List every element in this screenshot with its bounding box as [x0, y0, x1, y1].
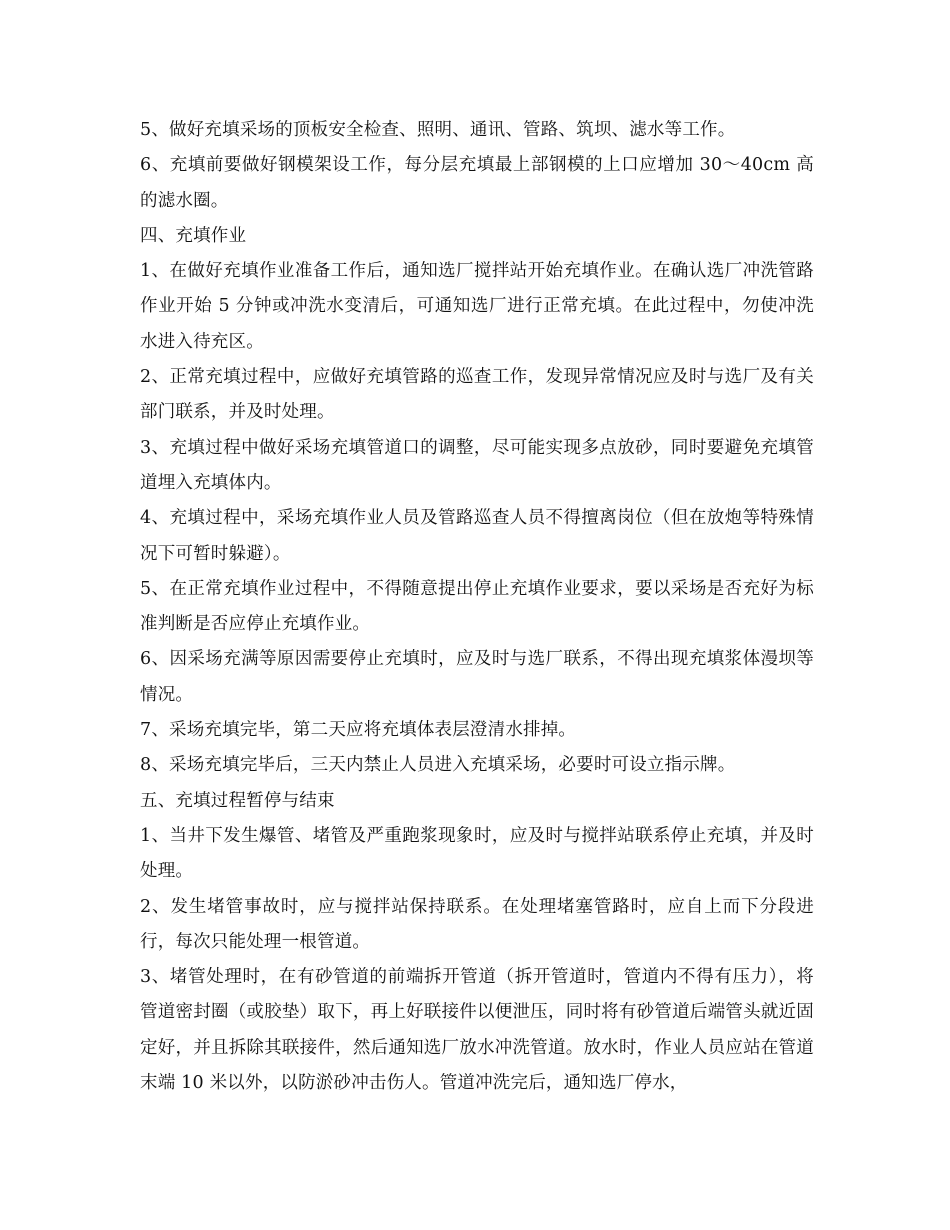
document-body	[140, 113, 814, 1101]
list-item: 2、正常充填过程中，应做好充填管路的巡查工作，发现异常情况应及时与选厂及有关部门联系，并及时处理。	[140, 367, 814, 423]
list-item: 3、充填过程中做好采场充填管道口的调整，尽可能实现多点放砂，同时要避免充填管道埋入充填体内。	[140, 437, 814, 493]
list-item: 1、在做好充填作业准备工作后，通知选厂搅拌站开始充填作业。在确认选厂冲洗管路作业开始 5 分钟或冲洗水变清后，可通知选厂进行正常充填。在此过程中，勿使冲洗水进入待充区。	[140, 261, 814, 352]
list-item: 8、采场充填完毕后，三天内禁止人员进入充填采场，必要时可设立指示牌。	[140, 755, 736, 776]
list-item: 4、充填过程中，采场充填作业人员及管路巡查人员不得擅离岗位（但在放炮等特殊情况下可暂时躲避）。	[140, 508, 814, 564]
list-item: 6、充填前要做好钢模架设工作，每分层充填最上部钢模的上口应增加 30～40cm 高的滤水圈。	[140, 155, 814, 211]
list-item: 2、发生堵管事故时，应与搅拌站保持联系。在处理堵塞管路时，应自上而下分段进行，每次只能处理一根管道。	[140, 896, 814, 952]
list-item: 7、采场充填完毕，第二天应将充填体表层澄清水排掉。	[140, 720, 577, 741]
section-heading: 四、充填作业	[140, 225, 247, 246]
list-item: 5、做好充填采场的顶板安全检查、照明、通讯、管路、筑坝、滤水等工作。	[140, 120, 736, 140]
list-item: 3、堵管处理时，在有砂管道的前端拆开管道（拆开管道时，管道内不得有压力），将管道密封圈（或胶垫）取下，再上好联接件以便泄压，同时将有砂管道后端管头就近固定好，并且拆除其联接件，然后通知选厂放水冲洗管道。放水时，作业人员应站在管道末端 10 米以外，以防淤砂冲击伤人。管道冲洗完后，通知选厂停水，	[140, 967, 814, 1094]
list-item: 6、因采场充满等原因需要停止充填时，应及时与选厂联系，不得出现充填浆体漫坝等情况。	[140, 649, 814, 705]
section-heading: 五、充填过程暂停与结束	[140, 790, 335, 811]
list-item: 5、在正常充填作业过程中，不得随意提出停止充填作业要求，要以采场是否充好为标准判断是否应停止充填作业。	[140, 578, 814, 635]
list-item: 1、当井下发生爆管、堵管及严重跑浆现象时，应及时与搅拌站联系停止充填，并及时处理。	[140, 825, 814, 882]
